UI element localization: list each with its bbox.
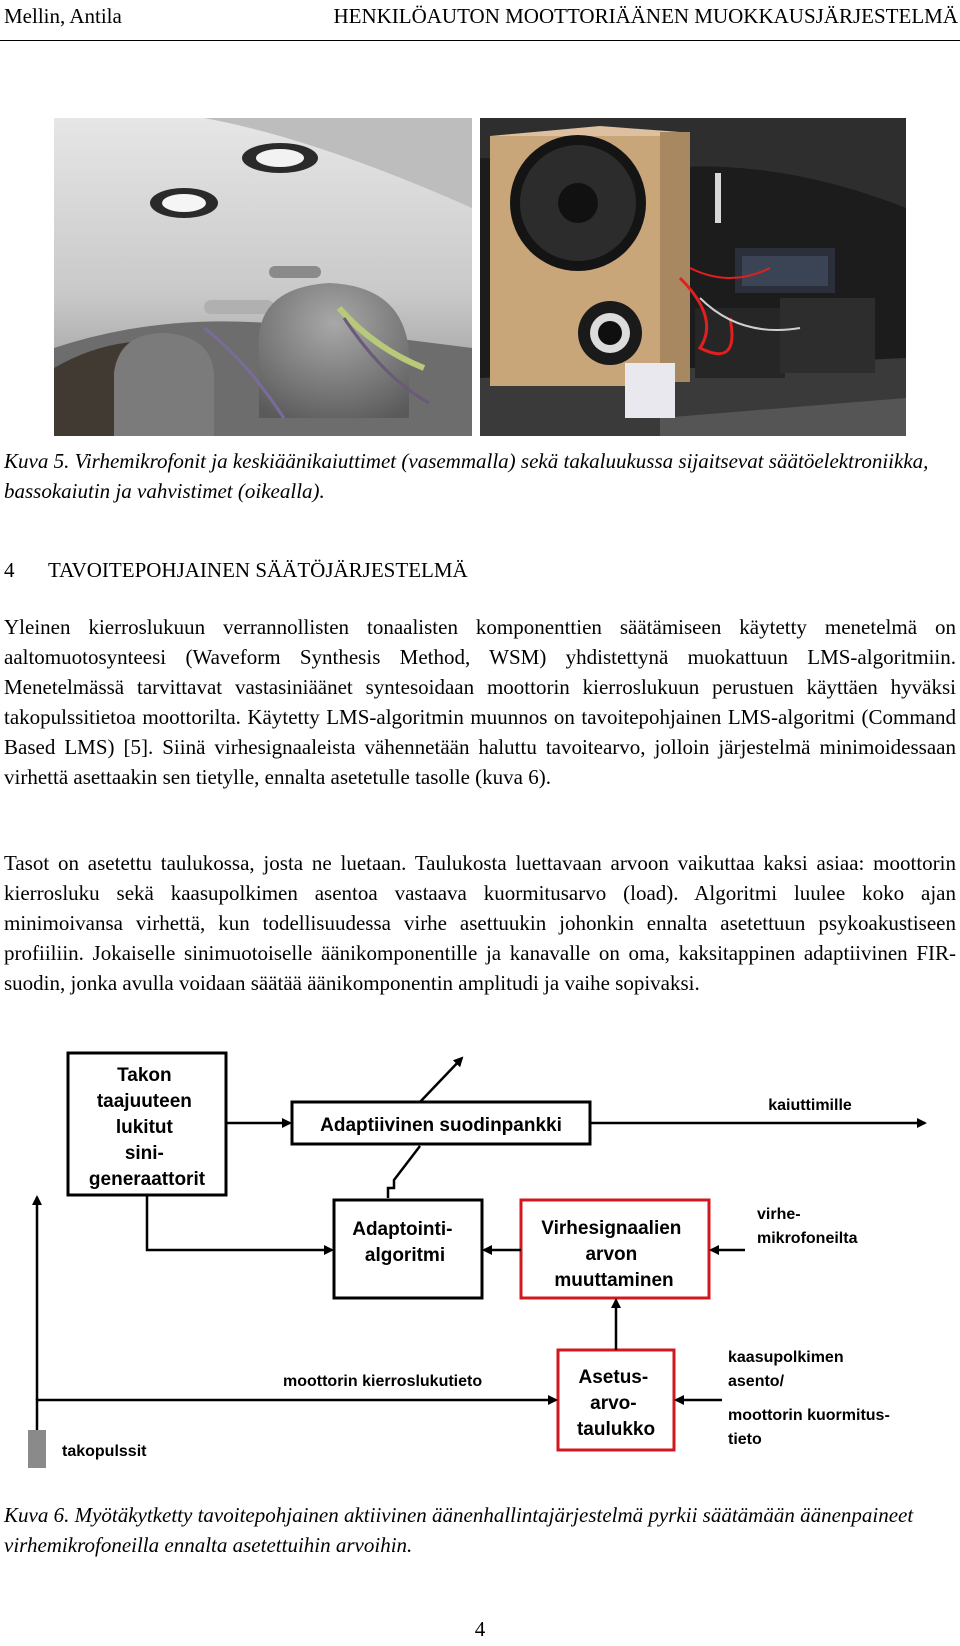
svg-text:virhe- mikrofoneilta	[757, 1206, 858, 1247]
label-error-1: Virhesignaalien	[541, 1218, 682, 1239]
line-algorithm-to-filterbank	[388, 1146, 420, 1198]
label-error-3: muuttaminen	[554, 1270, 674, 1291]
label-rpm-info: moottorin kierroslukutieto	[283, 1373, 483, 1390]
label-adapt-1: Adaptointi-	[352, 1219, 453, 1240]
label-sine-gen-2: taajuuteen	[96, 1091, 192, 1112]
label-sine-gen-1: Takon	[117, 1065, 172, 1086]
label-adapt-2: algoritmi	[364, 1245, 446, 1266]
label-error-2: arvon	[585, 1244, 638, 1265]
label-sine-gen-3: lukitut	[115, 1117, 173, 1138]
arrow-pulses-to-table-and-generators	[37, 1400, 556, 1430]
label-speakers: kaiuttimille	[768, 1097, 852, 1114]
paragraph-1: Yleinen kierroslukuun verrannollisten tonaalisten komponenttien säätämiseen käytetty menetelmä on aaltomuotosynteesi (Waveform Synthesis Method, WSM) yhdistettynä muokattuun LMS-algoritmiin. Menetelmässä tarvittavat vastasiniäänet syntesoidaan moottorin kierroslukuun perustuen käyttäen hyväksi takopulssitietoa moottorilta. Käytetty LMS-algoritmin muunnos on tavoitepohjainen LMS-algoritmi (Command Based LMS) [5]. Siinä virhesignaaleista vähennetään haluttu tavoitearvo, jolloin järjestelmä minimoidessaan virhettä asettaakin sen tietylle, ennalta asetetulle tasolle (kuva 6).	[4, 615, 956, 789]
label-sine-gen-5: generaattorit	[88, 1169, 206, 1190]
page-header	[0, 0, 960, 40]
section-heading	[4, 558, 468, 583]
label-table-2: arvo-	[590, 1393, 637, 1414]
arrow-adaptation-parameter	[420, 1058, 462, 1102]
svg-text:kaasupolkimen asento/	[728, 1349, 848, 1390]
section-title: TAVOITEPOHJAINEN SÄÄTÖJÄRJESTELMÄ	[48, 558, 468, 582]
figure6-block-diagram	[0, 1040, 960, 1480]
header-title: HENKILÖAUTON MOOTTORIÄÄNEN MUOKKAUSJÄRJESTELMÄ	[333, 4, 958, 28]
label-sine-gen-4: sini-	[124, 1143, 164, 1164]
figure5-caption: Kuva 5. Virhemikrofonit ja keskiäänikaiuttimet (vasemmalla) sekä takaluukussa sijaitsevat säätöelektroniikka, bassokaiutin ja vahvistimet (oikealla).	[4, 449, 929, 503]
tacho-pulse-source	[28, 1430, 46, 1468]
section-number: 4	[4, 558, 15, 582]
label-pedal-1: kaasupolkimen	[728, 1349, 844, 1366]
label-table-3: taulukko	[576, 1419, 656, 1440]
label-table-1: Asetus-	[578, 1367, 649, 1388]
figure6-caption: Kuva 6. Myötäkytketty tavoitepohjainen aktiivinen äänenhallintajärjestelmä pyrkii säätämään äänenpaineet virhemikrofoneilla ennalta asetettuihin arvoihin.	[4, 1503, 914, 1557]
label-pedal-2: asento/	[728, 1373, 785, 1390]
header-rule	[0, 40, 960, 41]
header-authors: Mellin, Antila	[4, 4, 122, 28]
label-load-1: moottorin kuormitus-	[728, 1407, 890, 1424]
label-mics-1: virhe-	[757, 1206, 801, 1223]
svg-text:moottorin kuormitus- tie	[728, 1407, 894, 1448]
arrow-generators-to-algorithm	[147, 1195, 332, 1250]
label-mics-2: mikrofoneilta	[757, 1230, 858, 1247]
photo-headliner-microphones	[54, 118, 472, 436]
photo-trunk-electronics	[480, 118, 906, 436]
label-load-2: tieto	[728, 1431, 762, 1448]
label-pulses: takopulssit	[62, 1443, 147, 1460]
page-number: 4	[474, 1617, 486, 1641]
paragraph-2: Tasot on asetettu taulukossa, josta ne luetaan. Taulukosta luettavaan arvoon vaikuttaa kaksi asiaa: moottorin kierrosluku sekä kaasupolkimen asentoa vastaava kuormitusarvo (load). Algoritmi luulee koko ajan minimoivansa virhettä, kun todellisuudessa virhe asettuukin johonkin ennalta asetettuun psykoakustiseen profiiliin. Jokaiselle sinimuotoiselle äänikomponentille ja kanavalle on oma, kaksitappinen adaptiivinen FIR-suodin, jonka avulla voidaan säätää äänikomponentin amplitudi ja vaihe sopivaksi.	[4, 851, 956, 995]
label-filter-bank: Adaptiivinen suodinpankki	[320, 1115, 562, 1136]
